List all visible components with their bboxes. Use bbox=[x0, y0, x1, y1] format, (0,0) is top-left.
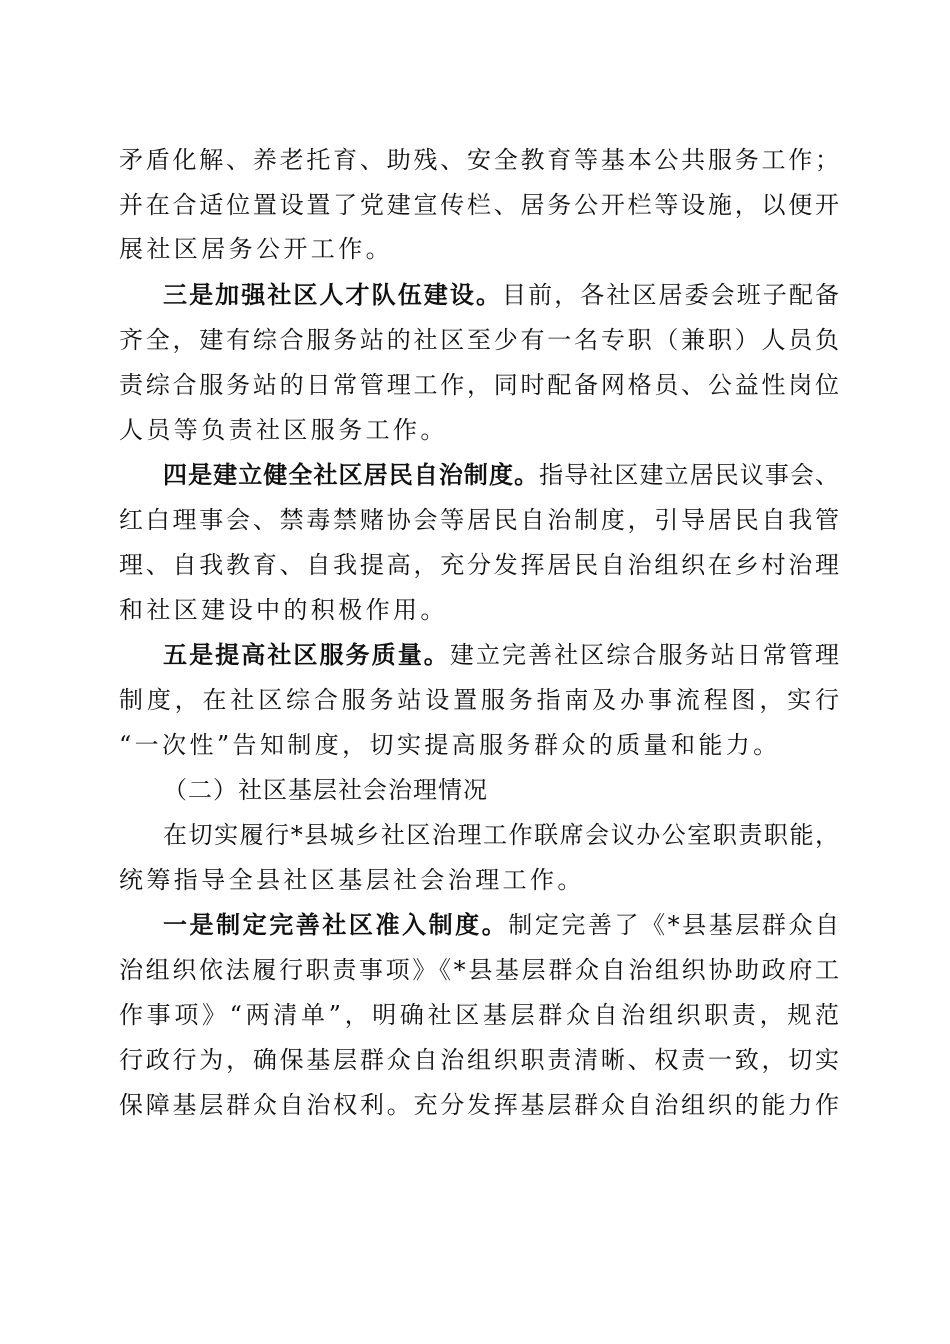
paragraph-line bbox=[119, 498, 839, 542]
paragraph-lead: 五是提高社区服务质量。 bbox=[163, 640, 450, 669]
paragraph-line bbox=[119, 993, 839, 1037]
line-text: 建立完善社区综合服务站日常管理 bbox=[449, 641, 840, 669]
paragraph-line bbox=[119, 948, 839, 992]
paragraph-line bbox=[119, 1038, 839, 1082]
paragraph-line bbox=[119, 183, 839, 227]
line-text: 责综合服务站的日常管理工作，同时配备网格员、公益性岗位 bbox=[119, 371, 839, 399]
paragraph-lead: 四是建立健全社区居民自治制度。 bbox=[163, 460, 540, 489]
line-text: 矛盾化解、养老托育、助残、安全教育等基本公共服务工作； bbox=[119, 146, 839, 174]
paragraph-line bbox=[119, 408, 839, 452]
line-text: （二）社区基层社会治理情况 bbox=[163, 776, 488, 804]
paragraph-line bbox=[119, 318, 839, 362]
line-text: 人员等负责社区服务工作。 bbox=[119, 416, 448, 444]
paragraph-line bbox=[119, 588, 839, 632]
paragraph-line bbox=[119, 138, 839, 182]
line-text: 保障基层群众自治权利。充分发挥基层群众自治组织的能力作 bbox=[119, 1091, 839, 1119]
line-text: 和社区建设中的积极作用。 bbox=[119, 596, 448, 624]
paragraph-line bbox=[163, 633, 839, 677]
line-text: 统筹指导全县社区基层社会治理工作。 bbox=[119, 866, 585, 894]
line-text: 并在合适位置设置了党建宣传栏、居务公开栏等设施，以便开 bbox=[119, 191, 839, 219]
line-text: 治组织依法履行职责事项》《*县基层群众自治组织协助政府工 bbox=[119, 956, 839, 984]
paragraph-line bbox=[119, 543, 839, 587]
paragraph-line bbox=[119, 227, 839, 271]
line-text: 制定完善了《*县基层群众自 bbox=[508, 911, 840, 939]
line-text: 齐全，建有综合服务站的社区至少有一名专职（兼职）人员负 bbox=[119, 326, 839, 354]
line-text: 指导社区建立居民议事会、 bbox=[539, 461, 840, 489]
paragraph-line bbox=[119, 723, 839, 767]
line-text: 红白理事会、禁毒禁赌协会等居民自治制度，引导居民自我管 bbox=[119, 506, 839, 534]
line-text: 作事项》“两清单”，明确社区基层群众自治组织职责，规范 bbox=[119, 1001, 839, 1029]
line-text: 展社区居务公开工作。 bbox=[119, 235, 393, 263]
line-text: 目前，各社区居委会班子配备 bbox=[502, 281, 840, 309]
line-text: 制度，在社区综合服务站设置服务指南及办事流程图，实行 bbox=[119, 686, 839, 714]
paragraph-line bbox=[119, 363, 839, 407]
paragraph-line bbox=[163, 453, 839, 497]
paragraph-line bbox=[119, 858, 839, 902]
paragraph-lead: 一是制定完善社区准入制度。 bbox=[163, 910, 509, 939]
paragraph-line bbox=[163, 903, 839, 947]
paragraph-lead: 三是加强社区人才队伍建设。 bbox=[163, 280, 503, 309]
line-text: 在切实履行*县城乡社区治理工作联席会议办公室职责职能， bbox=[163, 821, 839, 849]
line-text: 行政行为，确保基层群众自治组织职责清晰、权责一致，切实 bbox=[119, 1046, 839, 1074]
line-text: “一次性”告知制度，切实提高服务群众的质量和能力。 bbox=[119, 731, 781, 759]
line-text: 理、自我教育、自我提高，充分发挥居民自治组织在乡村治理 bbox=[119, 551, 839, 579]
paragraph-line bbox=[119, 1083, 839, 1127]
paragraph-line bbox=[119, 678, 839, 722]
section-heading bbox=[163, 768, 839, 812]
paragraph-line bbox=[163, 273, 839, 317]
paragraph-line bbox=[163, 813, 839, 857]
